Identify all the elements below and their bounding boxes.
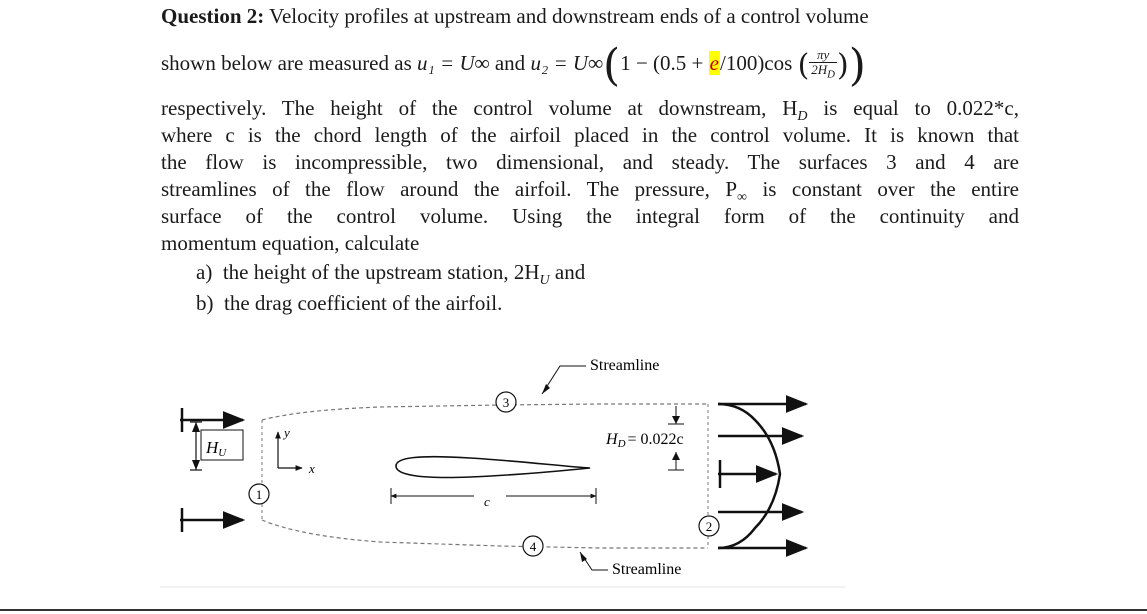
fraction-den-main: 2H xyxy=(811,62,828,78)
hu-subscript: U xyxy=(539,273,550,289)
svg-text:2: 2 xyxy=(705,519,713,534)
list-label-a: a) xyxy=(196,260,213,284)
body-text-6: momentum equation, calculate xyxy=(161,231,420,255)
streamline-bottom-leader xyxy=(580,552,608,570)
station-1-marker xyxy=(249,484,269,504)
list-text-a: the height of the upstream station, 2H xyxy=(222,260,540,284)
streamline-top-arrowhead xyxy=(542,384,550,394)
hd-indicator xyxy=(605,406,684,470)
svg-text:4: 4 xyxy=(529,539,537,554)
downstream-velocity-profile xyxy=(718,404,806,548)
upstream-velocity-arrows xyxy=(180,408,243,532)
u1-expression: u₁ = U∞ xyxy=(417,51,490,75)
question-intro: Velocity profiles at upstream and downstream ends of a control volume xyxy=(269,4,869,28)
body-text-1-tail: is equal to 0.022*c, xyxy=(823,96,1020,120)
fraction-den-sub: D xyxy=(827,68,835,81)
streamline-3 xyxy=(262,404,708,420)
streamline-top-label: Streamline xyxy=(590,357,660,374)
pinf-subscript: ∞ xyxy=(737,190,747,206)
fraction-numerator: πy xyxy=(809,48,837,63)
body-text-4: streamlines of the flow around the airfoil. The pressure, P xyxy=(161,177,738,201)
and-text: and xyxy=(494,51,526,75)
station-4-marker xyxy=(523,536,543,556)
svg-text:1: 1 xyxy=(255,487,263,502)
hu-indicator xyxy=(190,422,243,470)
body-text-1: respectively. The height of the control volume at downstream, H xyxy=(161,96,798,120)
u2-expression: u₂ = U∞ xyxy=(530,51,604,75)
hd-label: HD = 0.022c xyxy=(606,431,684,450)
streamline-top-leader xyxy=(542,366,586,394)
streamline-4 xyxy=(262,520,708,548)
streamline-bottom-label: Streamline xyxy=(612,561,682,578)
body-text-5: surface of the control volume. Using the integral form of the continuity and xyxy=(161,204,1019,228)
body-text-4-tail: is constant over the entire xyxy=(762,177,1020,201)
chord-label: c xyxy=(484,494,490,509)
page-bottom-rule xyxy=(0,609,1147,611)
right-big-paren: ) xyxy=(848,40,866,91)
airfoil xyxy=(396,457,590,478)
question-heading: Question 2: xyxy=(161,4,265,28)
shown-text: shown below are measured as xyxy=(161,51,412,75)
list-text-b: the drag coefficient of the airfoil. xyxy=(224,291,503,315)
station-2-marker xyxy=(699,516,719,536)
chord-dimension xyxy=(391,488,596,509)
axis-y-label: y xyxy=(284,425,290,440)
svg-text:3: 3 xyxy=(502,395,510,410)
highlighted-e: e xyxy=(709,51,719,75)
coordinate-axes xyxy=(278,425,315,476)
axis-x-label: x xyxy=(309,461,315,476)
body-text-3: the flow is incompressible, two dimensional, and steady. The surfaces 3 and 4 are xyxy=(161,150,1019,174)
hu-label: HU xyxy=(206,438,227,459)
station-3-marker xyxy=(496,392,516,412)
inner-end: /100)cos xyxy=(719,51,793,75)
left-med-paren: ( xyxy=(797,48,810,83)
body-text-2: where c is the chord length of the airfoil placed in the control volume. It is known that xyxy=(161,123,1019,147)
left-big-paren: ( xyxy=(603,40,621,91)
list-tail-a: and xyxy=(554,260,586,284)
right-med-paren: ) xyxy=(837,48,849,83)
inner-start: 1 − (0.5 + xyxy=(620,51,704,75)
list-label-b: b) xyxy=(196,291,214,315)
hd-subscript: D xyxy=(797,109,808,125)
